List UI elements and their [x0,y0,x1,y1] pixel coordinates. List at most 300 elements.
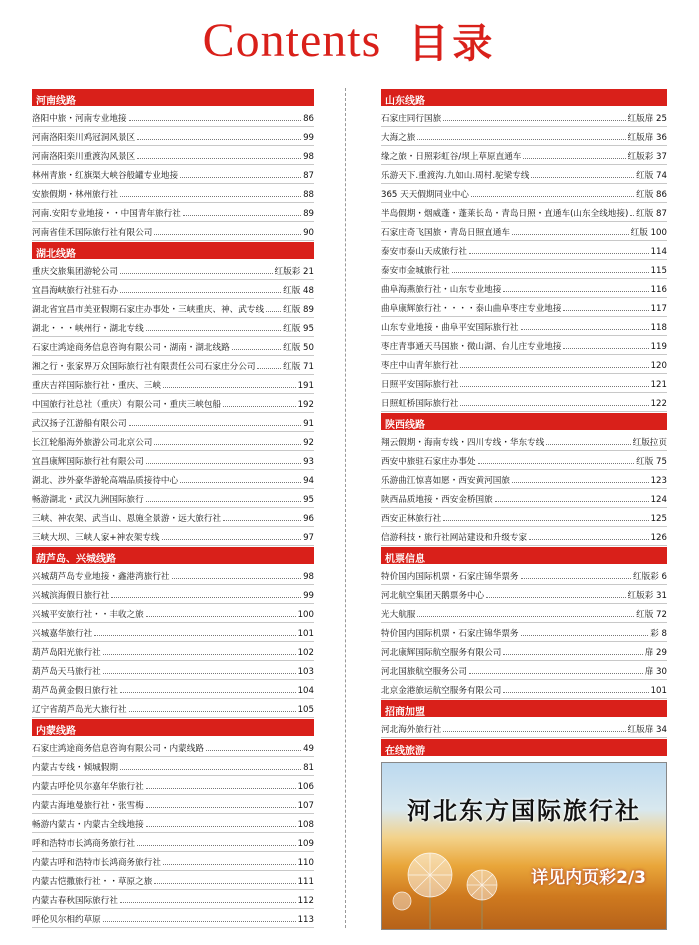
toc-entry[interactable] [381,432,667,451]
dot-leader [129,711,296,712]
entry-page: 107 [297,801,314,811]
entry-page: 86 [303,114,314,124]
dot-leader [503,692,648,693]
dot-leader [146,501,301,502]
entry-title: 西安正林旅行社 [381,514,442,524]
dot-leader [471,196,634,197]
entry-page: 89 [303,209,314,219]
dot-leader [469,673,643,674]
dot-leader [120,692,296,693]
toc-entry[interactable] [381,642,667,661]
entry-title: 辽宁省葫芦岛光大旅行社 [32,705,127,715]
dot-leader [103,921,296,922]
entry-page: 108 [297,820,314,830]
entry-title: 光大航服 [381,610,416,620]
toc-entry[interactable] [32,738,314,757]
toc-entry[interactable] [381,623,667,642]
entry-title: 河北航空集团天鹅票务中心 [381,591,485,601]
entry-title: 内蒙古专线・倾城假期 [32,763,118,773]
entry-title: 曲阜康辉旅行社・・・・泰山曲阜枣庄专业地接 [381,304,562,314]
toc-entry[interactable] [32,909,314,928]
entry-page: 红版 72 [636,610,667,620]
dot-leader [154,883,295,884]
dot-leader [417,139,625,140]
entry-title: 石家庄鸿途商务信息咨询有限公司・湖南・湖北线路 [32,343,230,353]
entry-title: 乐游曲江惊喜如愿・西安黄河国旅 [381,476,510,486]
dot-leader [206,750,301,751]
dot-leader [120,273,273,274]
entry-title: 泰安市金城旅行社 [381,266,450,276]
toc-entry[interactable] [381,108,667,127]
toc-entry[interactable] [32,604,314,623]
dot-leader [478,463,635,464]
toc-entry[interactable] [32,451,314,470]
entry-title: 枣庄中山青年旅行社 [381,361,459,371]
entry-page: 红版扉 25 [627,114,667,124]
toc-entry[interactable] [381,336,667,355]
entry-page: 112 [297,896,314,906]
entry-title: 武汉扬子江游船有限公司 [32,419,127,429]
dot-leader [443,731,625,732]
dot-leader [495,501,649,502]
toc-entry[interactable] [32,795,314,814]
toc-entry[interactable] [381,393,667,412]
dot-leader [443,520,648,521]
toc-entry[interactable] [32,146,314,165]
dot-leader [183,215,301,216]
entry-page: 红版 100 [630,228,667,238]
section-header [32,89,314,106]
entry-page: 98 [303,152,314,162]
contents-section [32,547,314,718]
dot-leader [257,368,281,369]
dot-leader [529,539,648,540]
dot-leader [146,330,281,331]
toc-entry[interactable] [381,508,667,527]
entry-title: 石家庄同行国旅 [381,114,442,124]
dot-leader [137,158,301,159]
entry-page: 95 [303,495,314,505]
entry-page: 红版 75 [636,457,667,467]
dot-leader [563,348,648,349]
entry-page: 红版 71 [283,362,314,372]
entry-title: 日照虹桥国际旅行社 [381,399,459,409]
dot-leader [521,578,632,579]
entry-title: 半岛假期・烟威蓬・蓬莱长岛・青岛日照・直通车(山东全线地接) [381,209,629,219]
entry-page: 110 [297,858,314,868]
dot-leader [146,463,301,464]
entry-page: 97 [303,533,314,543]
entry-page: 125 [650,514,667,524]
toc-entry[interactable] [381,374,667,393]
dot-leader [266,311,281,312]
dot-leader [163,387,296,388]
dot-leader [417,616,634,617]
toc-entry[interactable] [32,566,314,585]
entry-page: 99 [303,133,314,143]
toc-entry[interactable] [32,280,314,299]
toc-entry[interactable] [381,719,667,738]
contents-section [381,413,667,546]
toc-entry[interactable] [381,298,667,317]
toc-entry[interactable] [32,852,314,871]
dot-leader [172,578,302,579]
dot-leader [180,177,301,178]
dot-leader [512,234,629,235]
contents-column-right [381,88,667,777]
title-chinese: 目录 [408,21,497,67]
dot-leader [146,788,296,789]
dot-leader [546,444,630,445]
entry-page: 红版彩 31 [627,591,667,601]
column-divider [345,88,346,928]
entry-title: 河北康辉国际航空服务有限公司 [381,648,502,658]
entry-title: 湘之行・张家界万众国际旅行社有限责任公司石家庄分公司 [32,362,256,372]
toc-entry[interactable] [32,623,314,642]
entry-title: 中国旅行社总社（重庆）有限公司・重庆三峡包船 [32,400,222,410]
toc-entry[interactable] [32,470,314,489]
toc-entry[interactable] [32,375,314,394]
section-header [381,89,667,106]
toc-entry[interactable] [381,146,667,165]
page-header [0,12,699,82]
entry-title: 葫芦岛阳光旅行社 [32,648,101,658]
entry-title: 畅游内蒙古・内蒙古全线地接 [32,820,144,830]
toc-entry[interactable] [381,585,667,604]
entry-title: 葫芦岛黄金假日旅行社 [32,686,118,696]
dot-leader [146,826,296,827]
entry-page: 99 [303,591,314,601]
toc-entry[interactable] [32,432,314,451]
dot-leader [120,769,301,770]
toc-entry[interactable] [32,203,314,222]
entry-title: 河南洛阳栾川重渡沟风景区 [32,152,136,162]
toc-entry[interactable] [32,890,314,909]
section-title: 内蒙线路 [36,726,76,737]
entry-page: 96 [303,514,314,524]
entry-title: 兴城嘉华旅行社 [32,629,93,639]
dot-leader [486,597,625,598]
entry-page: 117 [650,304,667,314]
entry-page: 124 [650,495,667,505]
entry-title: 信游科技・旅行社网站建设和升级专家 [381,533,528,543]
dot-leader [521,329,649,330]
contents-section [32,89,314,241]
section-header [381,413,667,430]
toc-entry[interactable] [381,566,667,585]
entry-page: 88 [303,190,314,200]
entry-title: 湖北省宜昌市美亚假期石家庄办事处・三峡重庆、神、武专线 [32,305,265,315]
entry-title: 内蒙古呼和浩特市长鸿商务旅行社 [32,858,161,868]
dot-leader [223,406,296,407]
toc-entry[interactable] [32,757,314,776]
entry-page: 93 [303,457,314,467]
dot-leader [630,215,634,216]
toc-entry[interactable] [32,833,314,852]
dot-leader [146,807,296,808]
entry-title: 畅游湖北・武汉九洲国际旅行 [32,495,144,505]
entry-page: 109 [297,839,314,849]
toc-entry[interactable] [381,165,667,184]
entry-page: 红版 50 [283,343,314,353]
entry-title: 365 天天假期同业中心 [381,190,469,200]
dot-leader [460,386,648,387]
contents-section [381,89,667,412]
entry-page: 111 [297,877,314,887]
entry-title: 河北海外旅行社 [381,725,442,735]
section-title: 在线旅游 [385,746,425,757]
entry-page: 104 [297,686,314,696]
entry-title: 曲阜海燕旅行社・山东专业地接 [381,285,502,295]
toc-entry[interactable] [32,394,314,413]
entry-title: 内蒙古春秋国际旅行社 [32,896,118,906]
toc-entry[interactable] [32,108,314,127]
section-header [381,739,667,756]
entry-title: 三峡、神农架、武当山、恩施全景游・远大旅行社 [32,514,222,524]
toc-entry[interactable] [381,279,667,298]
toc-entry[interactable] [32,261,314,280]
section-header [381,700,667,717]
dot-leader [452,272,649,273]
entry-page: 94 [303,476,314,486]
dot-leader [154,234,301,235]
toc-entry[interactable] [32,680,314,699]
entry-page: 192 [297,400,314,410]
entry-title: 宜昌海峡旅行社驻石办 [32,286,118,296]
entry-title: 翔云假期・海南专线・四川专线・华东专线 [381,438,545,448]
ad-subtitle: 详见内页彩2/3 [531,868,646,888]
toc-entry[interactable] [381,222,667,241]
entry-page: 119 [650,342,667,352]
ad-banner[interactable] [381,762,667,930]
toc-entry[interactable] [381,127,667,146]
entry-title: 缘之旅・日照彩虹谷/坝上草原直通车 [381,152,522,162]
contents-section [32,719,314,928]
toc-entry[interactable] [381,355,667,374]
entry-page: 122 [650,399,667,409]
toc-entry[interactable] [32,413,314,432]
entry-title: 宜昌康辉国际旅行社有限公司 [32,457,144,467]
toc-entry[interactable] [32,814,314,833]
section-header [381,547,667,564]
entry-page: 123 [650,476,667,486]
entry-title: 石家庄奇飞国旅・青岛日照直通车 [381,228,510,238]
toc-entry[interactable] [381,317,667,336]
entry-title: 特价国内国际机票・石家庄锦华票务 [381,629,519,639]
entry-title: 河南.安阳专业地接・・中国青年旅行社 [32,209,181,219]
entry-page: 105 [297,705,314,715]
entry-page: 49 [303,744,314,754]
toc-entry[interactable] [32,661,314,680]
entry-page: 扉 30 [644,667,667,677]
entry-page: 红版扉 36 [627,133,667,143]
section-title: 机票信息 [385,554,425,565]
section-header [32,242,314,259]
toc-entry[interactable] [381,661,667,680]
toc-entry[interactable] [32,222,314,241]
toc-entry[interactable] [381,241,667,260]
entry-page: 红版彩 6 [633,572,667,582]
entry-title: 大海之旅 [381,133,416,143]
toc-entry[interactable] [32,299,314,318]
toc-entry[interactable] [32,585,314,604]
entry-page: 121 [650,380,667,390]
entry-page: 红版彩 37 [627,152,667,162]
entry-title: 洛阳中旅・河南专业地接 [32,114,127,124]
section-title: 湖北线路 [36,249,76,260]
entry-title: 内蒙古海地曼旅行社・张雪梅 [32,801,144,811]
entry-page: 红版彩 21 [274,267,314,277]
entry-page: 101 [650,686,667,696]
entry-title: 泰安市泰山天成旅行社 [381,247,467,257]
entry-title: 特价国内国际机票・石家庄锦华票务 [381,572,519,582]
entry-page: 113 [297,915,314,925]
dot-leader [103,654,296,655]
dot-leader [503,291,648,292]
entry-page: 101 [297,629,314,639]
dot-leader [460,367,648,368]
toc-entry[interactable] [32,127,314,146]
entry-title: 安旅假期・林州旅行社 [32,190,118,200]
entry-page: 81 [303,763,314,773]
entry-title: 石家庄鸿途商务信息咨询有限公司・内蒙线路 [32,744,204,754]
dot-leader [163,864,296,865]
entry-page: 红版 87 [636,209,667,219]
entry-page: 103 [297,667,314,677]
entry-page: 扉 29 [644,648,667,658]
toc-entry[interactable] [32,489,314,508]
entry-page: 102 [297,648,314,658]
dot-leader [223,520,301,521]
entry-title: 河南省佳禾国际旅行社有限公司 [32,228,153,238]
entry-page: 106 [297,782,314,792]
dot-leader [469,253,649,254]
toc-entry[interactable] [381,184,667,203]
toc-entry[interactable] [32,318,314,337]
toc-entry[interactable] [32,776,314,795]
toc-entry[interactable] [381,604,667,623]
toc-entry[interactable] [381,451,667,470]
entry-page: 87 [303,171,314,181]
dot-leader [103,673,296,674]
entry-page: 126 [650,533,667,543]
toc-entry[interactable] [32,165,314,184]
entry-page: 红版 95 [283,324,314,334]
toc-entry[interactable] [32,527,314,546]
dot-leader [232,349,281,350]
entry-title: 北京金港旅运航空服务有限公司 [381,686,502,696]
dot-leader [512,482,649,483]
entry-page: 红版 86 [636,190,667,200]
entry-title: 山东专业地接・曲阜平安国际旅行社 [381,323,519,333]
entry-page: 115 [650,266,667,276]
dot-leader [503,654,642,655]
entry-title: 河北国旅航空服务公司 [381,667,467,677]
dot-leader [180,482,301,483]
toc-entry[interactable] [32,871,314,890]
dot-leader [523,158,625,159]
dot-leader [120,292,281,293]
entry-page: 91 [303,419,314,429]
section-title: 山东线路 [385,96,425,107]
entry-title: 呼和浩特市长鸿商务旅行社 [32,839,136,849]
entry-page: 90 [303,228,314,238]
entry-page: 118 [650,323,667,333]
entry-title: 葫芦岛天马旅行社 [32,667,101,677]
contents-section [381,700,667,738]
dot-leader [94,635,295,636]
dot-leader [137,139,301,140]
toc-entry[interactable] [381,680,667,699]
dot-leader [531,177,634,178]
entry-page: 116 [650,285,667,295]
entry-page: 红版 74 [636,171,667,181]
dot-leader [521,635,649,636]
entry-title: 湖北・・・峡州行・湖北专线 [32,324,144,334]
entry-title: 枣庄青事通天马国旅・微山湖、台儿庄专业地接 [381,342,562,352]
dot-leader [146,616,296,617]
entry-page: 114 [650,247,667,257]
entry-page: 100 [297,610,314,620]
entry-title: 林州青旅・红旗渠大峡谷般罐专业地接 [32,171,179,181]
entry-page: 红版拉页 [632,438,667,448]
entry-title: 重庆交旅集团游轮公司 [32,267,118,277]
dot-leader [137,845,295,846]
entry-page: 红版 89 [283,305,314,315]
entry-title: 兴城平安旅行社・・丰收之旅 [32,610,144,620]
entry-title: 三峡大坝、三峡人家+神农架专线 [32,533,160,543]
section-header [32,719,314,736]
dot-leader [460,405,648,406]
contents-section [32,242,314,546]
ad-title: 河北东方国际旅行社 [407,797,641,825]
entry-title: 兴城滨海假日旅行社 [32,591,110,601]
dot-leader [129,120,302,121]
section-title: 葫芦岛、兴城线路 [36,554,116,565]
contents-column-left [32,88,314,928]
entry-title: 湖北、涉外豪华游轮高端品质接待中心 [32,476,179,486]
dot-leader [443,120,625,121]
toc-entry[interactable] [381,203,667,222]
toc-entry[interactable] [32,337,314,356]
toc-entry[interactable] [381,260,667,279]
dot-leader [162,539,302,540]
entry-title: 内蒙古恺撒旅行社・・草原之旅 [32,877,153,887]
dandelion-illustration [382,763,667,930]
entry-page: 红版扉 34 [627,725,667,735]
dot-leader [154,444,301,445]
entry-page: 彩 8 [650,629,667,639]
toc-entry[interactable] [381,527,667,546]
dot-leader [120,902,296,903]
dot-leader [120,196,301,197]
toc-entry[interactable] [32,184,314,203]
dot-leader [129,425,302,426]
toc-entry[interactable] [32,356,314,375]
dot-leader [111,597,301,598]
section-title: 河南线路 [36,96,76,107]
entry-title: 西安中旅驻石家庄办事处 [381,457,476,467]
entry-page: 191 [297,381,314,391]
toc-entry[interactable] [381,470,667,489]
toc-entry[interactable] [381,489,667,508]
entry-title: 陕西品质地接・西安金桥国旅 [381,495,493,505]
toc-entry[interactable] [32,642,314,661]
entry-title: 长江轮船海外旅游公司北京公司 [32,438,153,448]
toc-entry[interactable] [32,699,314,718]
entry-title: 乐游天下.重渡沟.九如山.周村.驼梁专线 [381,171,530,181]
toc-entry[interactable] [32,508,314,527]
